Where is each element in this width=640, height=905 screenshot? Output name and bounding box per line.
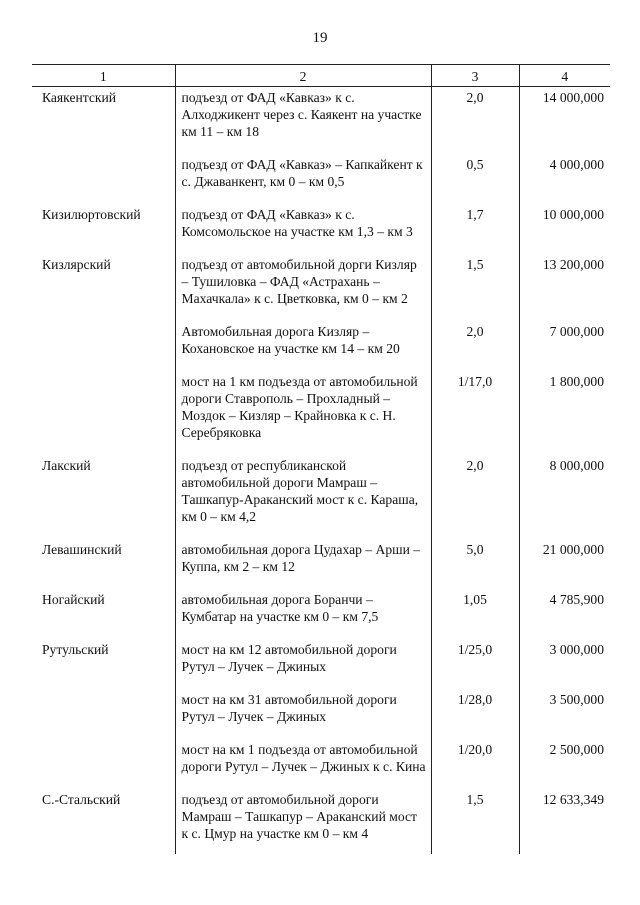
table-row [32,689,610,739]
amount-cell: 7 000,000 [519,321,610,371]
district-cell [32,689,175,739]
length-cell: 0,5 [431,154,519,204]
district-cell: Кизлярский [42,257,111,272]
column-header-4: 4 [519,65,610,87]
table-row [32,87,610,155]
road-cell: подъезд от ФАД «Кавказ» к с. Комсомольское на участке км 1,3 – км 3 [175,204,431,254]
road-cell: Автомобильная дорога Кизляр – Кохановское на участке км 14 – км 20 [175,321,431,371]
amount-cell: 1 800,000 [519,371,610,455]
district-cell [32,154,175,204]
amount-cell: 21 000,000 [519,539,610,589]
length-cell: 1/17,0 [431,371,519,455]
road-cell: автомобильная дорога Боранчи – Кумбатар на участке км 0 – км 7,5 [175,589,431,639]
table-row [32,589,610,639]
length-cell: 2,0 [431,455,519,539]
amount-cell: 4 785,900 [519,589,610,639]
amount-cell: 3 500,000 [519,689,610,739]
amount-cell: 13 200,000 [519,254,610,321]
table-row [32,371,610,455]
district-cell [32,321,175,371]
length-cell: 1,5 [431,254,519,321]
length-cell: 2,0 [431,321,519,371]
table-row [32,321,610,371]
amount-cell: 4 000,000 [519,154,610,204]
district-cell: Левашинский [42,542,122,557]
length-cell: 1,5 [431,789,519,854]
district-cell: Ногайский [42,592,105,607]
table-header-row [32,65,610,87]
road-cell: мост на 1 км подъезда от автомобильной дороги Ставрополь – Прохладный – Моздок – Кизляр – Крайновка к с. Н. Серебряковка [175,371,431,455]
length-cell: 2,0 [431,87,519,155]
length-cell: 1,05 [431,589,519,639]
table-row [32,639,610,689]
column-header-3: 3 [431,65,519,87]
table-row [32,789,610,854]
district-cell: С.-Стальский [42,792,121,807]
amount-cell: 8 000,000 [519,455,610,539]
amount-cell: 14 000,000 [519,87,610,155]
district-cell: Каякентский [42,90,117,105]
allocation-table [32,64,610,854]
page-number: 19 [312,30,328,46]
district-cell: Рутульский [42,642,109,657]
road-cell: подъезд от республиканской автомобильной дороги Мамраш – Ташкапур-Араканский мост к с. Караша, км 0 – км 4,2 [175,455,431,539]
table-row [32,455,610,539]
amount-cell: 10 000,000 [519,204,610,254]
length-cell: 5,0 [431,539,519,589]
amount-cell: 12 633,349 [519,789,610,854]
table-row [32,154,610,204]
amount-cell: 3 000,000 [519,639,610,689]
road-cell: подъезд от автомобильной дороги Мамраш – Ташкапур – Араканский мост к с. Цмур на участке км 0 – км 4 [175,789,431,854]
table-row [32,539,610,589]
length-cell: 1,7 [431,204,519,254]
column-header-2: 2 [175,65,431,87]
amount-cell: 2 500,000 [519,739,610,789]
road-cell: подъезд от ФАД «Кавказ» к с. Алходжикент через с. Каякент на участке км 11 – км 18 [175,87,431,155]
district-cell [32,371,175,455]
length-cell: 1/20,0 [431,739,519,789]
column-header-1: 1 [32,65,175,87]
road-cell: мост на км 1 подъезда от автомобильной дороги Рутул – Лучек – Джиных к с. Кина [175,739,431,789]
road-cell: мост на км 31 автомобильной дороги Рутул – Лучек – Джиных [175,689,431,739]
district-cell: Кизилюртовский [42,207,141,222]
length-cell: 1/28,0 [431,689,519,739]
table-row [32,204,610,254]
table-row [32,739,610,789]
road-cell: автомобильная дорога Цудахар – Арши – Куппа, км 2 – км 12 [175,539,431,589]
district-cell [32,739,175,789]
road-cell: подъезд от ФАД «Кавказ» – Капкайкент к с. Джаванкент, км 0 – км 0,5 [175,154,431,204]
length-cell: 1/25,0 [431,639,519,689]
road-cell: подъезд от автомобильной дорги Кизляр – Тушиловка – ФАД «Астрахань – Махачкала» к с. Цветковка, км 0 – км 2 [175,254,431,321]
table-row [32,254,610,321]
district-cell: Лакский [42,458,91,473]
road-cell: мост на км 12 автомобильной дороги Рутул – Лучек – Джиных [175,639,431,689]
